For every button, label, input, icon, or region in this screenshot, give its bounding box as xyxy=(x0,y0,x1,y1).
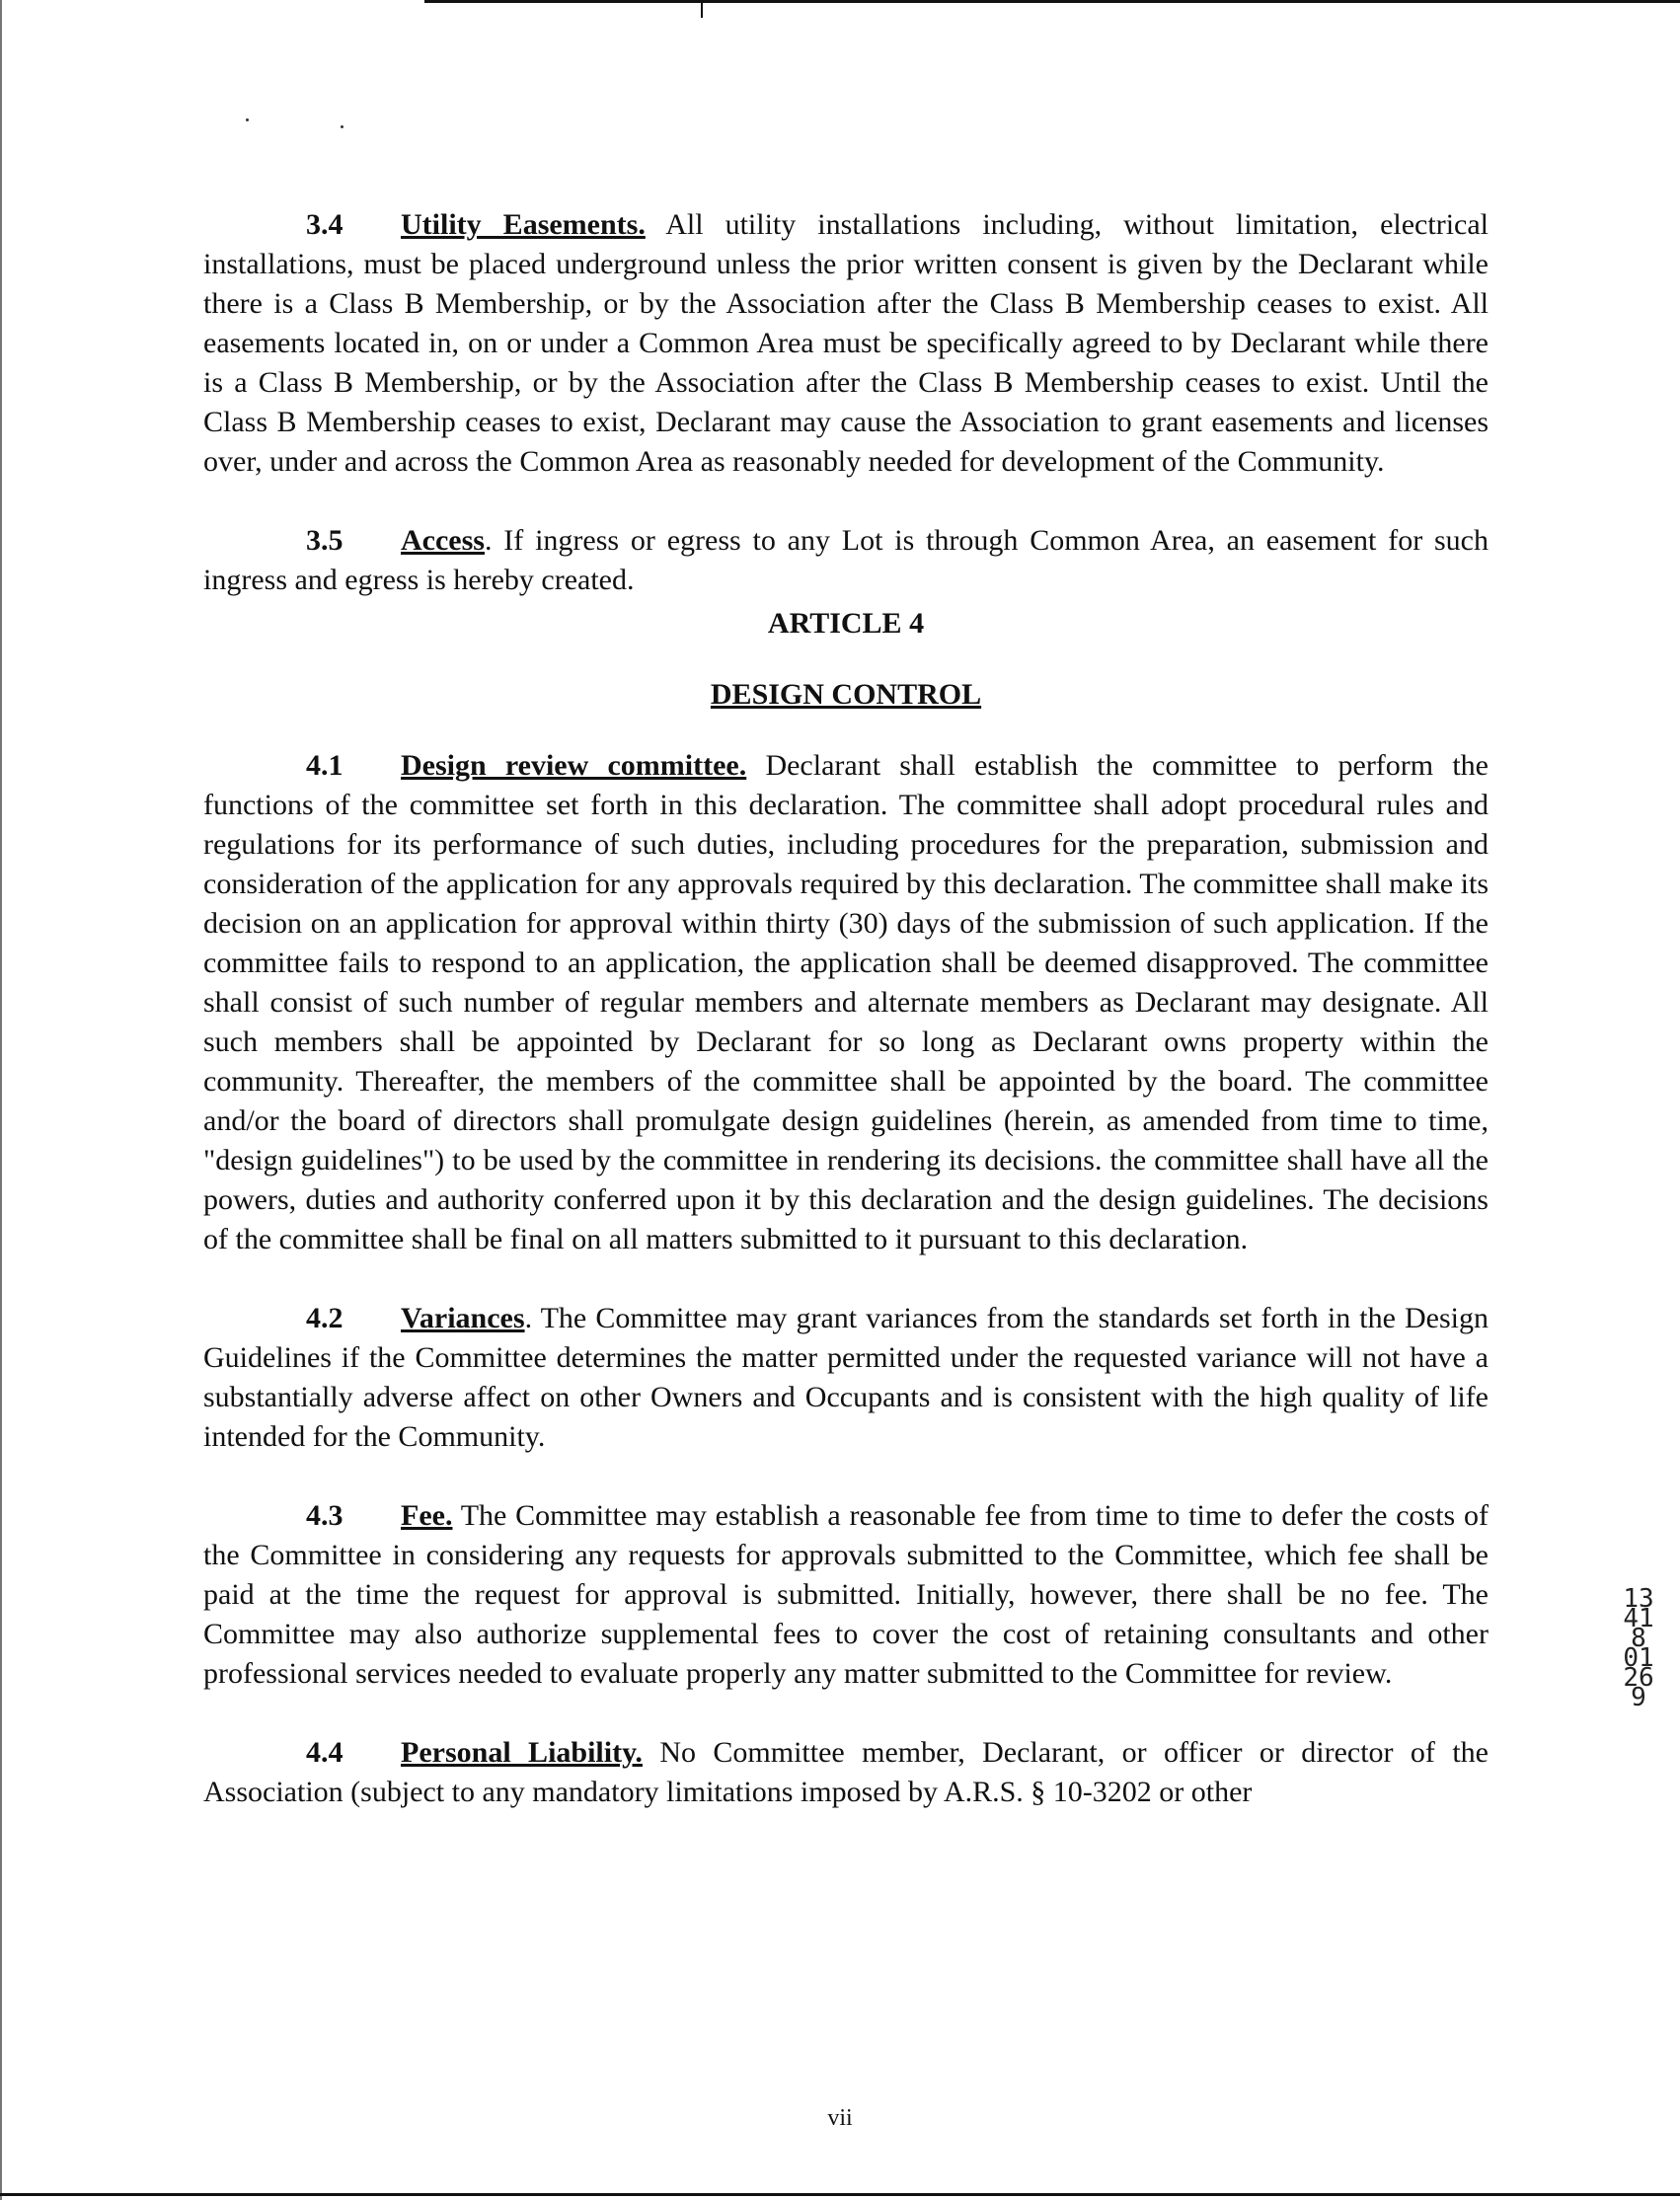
section-4-4 xyxy=(203,1733,1489,1812)
section-title: Fee. xyxy=(401,1499,453,1532)
section-4-1 xyxy=(203,746,1489,1259)
article-heading: ARTICLE 4 xyxy=(767,607,925,640)
section-3-4 xyxy=(203,205,1489,482)
section-number: 4.4 xyxy=(306,1736,344,1769)
section-title: Access xyxy=(401,524,485,557)
section-text: All utility installations including, without limitation, electrical installations, must be placed underground unless the prior written consent is given by the Declarant while there is a Class B Membership, or by the Association after the Class B Membership ceases to exist. All easements located in, on or under a Common Area must be specifically agreed to by Declarant while there is a Class B Membership, or by the Association after the Class B Membership ceases to exist. Until the Class B Membership ceases to exist, Declarant may cause the Association to grant easements and licenses over, under and across the Common Area as reasonably needed for development of the Community. xyxy=(203,208,1489,478)
article-subtitle xyxy=(203,675,1489,715)
section-number: 4.1 xyxy=(306,749,344,782)
bottom-border-line xyxy=(0,2193,1680,2196)
section-text: No Committee member, Declarant, or officer or director of the Association (subject to any mandatory limitations imposed by A.R.S. § 10-3202 or other xyxy=(203,1736,1489,1808)
section-title: Design review committee. xyxy=(401,749,747,782)
section-4-3 xyxy=(203,1496,1489,1694)
recording-stamp: 13418 01269 xyxy=(1623,1584,1654,1712)
section-text: . The Committee may grant variances from the standards set forth in the Design Guidelines if the Committee determines the matter permitted under the requested variance will not have a substantially adverse affect on other Owners and Occupants and is consistent with the high quality of life intended for the Community. xyxy=(203,1302,1489,1453)
top-border-tick xyxy=(701,0,703,18)
section-number: 4.3 xyxy=(306,1499,344,1532)
left-scan-edge xyxy=(0,0,2,2200)
scan-speck xyxy=(341,125,344,128)
section-number: 3.5 xyxy=(306,524,344,557)
section-3-5 xyxy=(203,521,1489,600)
section-4-2 xyxy=(203,1299,1489,1457)
document-body xyxy=(203,205,1489,1812)
article-subtitle-text: DESIGN CONTROL xyxy=(710,678,982,711)
scan-speck xyxy=(246,118,249,121)
section-text: Declarant shall establish the committee to perform the functions of the committee set forth in this declaration. The committee shall adopt procedural rules and regulations for its performance of such duties, including procedures for the preparation, submission and consideration of the application for any approvals required by this declaration. The committee shall make its decision on an application for approval within thirty (30) days of the submission of such application. If the committee fails to respond to an application, the application shall be deemed disapproved. The committee shall consist of such number of regular members and alternate members as Declarant may designate. All such members shall be appointed by Declarant for so long as Declarant owns property within the community. Thereafter, the members of the committee shall be appointed by the board. The committee and/or the board of directors shall promulgate design guidelines (herein, as amended from time to time, "design guidelines") to be used by the committee in rendering its decisions. the committee shall have all the powers, duties and authority conferred upon it by this declaration and the design guidelines. The decisions of the committee shall be final on all matters submitted to it pursuant to this declaration. xyxy=(203,749,1489,1255)
top-border-line xyxy=(424,0,1680,3)
section-title: Utility Easements. xyxy=(401,208,646,241)
page-number: vii xyxy=(827,2105,853,2131)
section-title: Personal Liability. xyxy=(401,1736,643,1769)
section-title: Variances xyxy=(401,1302,525,1334)
section-number: 4.2 xyxy=(306,1302,344,1334)
section-text: . If ingress or egress to any Lot is through Common Area, an easement for such ingress and egress is hereby created. xyxy=(203,524,1489,596)
section-number: 3.4 xyxy=(306,208,344,241)
section-text: The Committee may establish a reasonable fee from time to time to defer the costs of the Committee in considering any requests for approvals submitted to the Committee, which fee shall be paid at the time the request for approval is submitted. Initially, however, there shall be no fee. The Committee may also authorize supplemental fees to cover the cost of retaining consultants and other professional services needed to evaluate properly any matter submitted to the Committee for review. xyxy=(203,1499,1489,1690)
